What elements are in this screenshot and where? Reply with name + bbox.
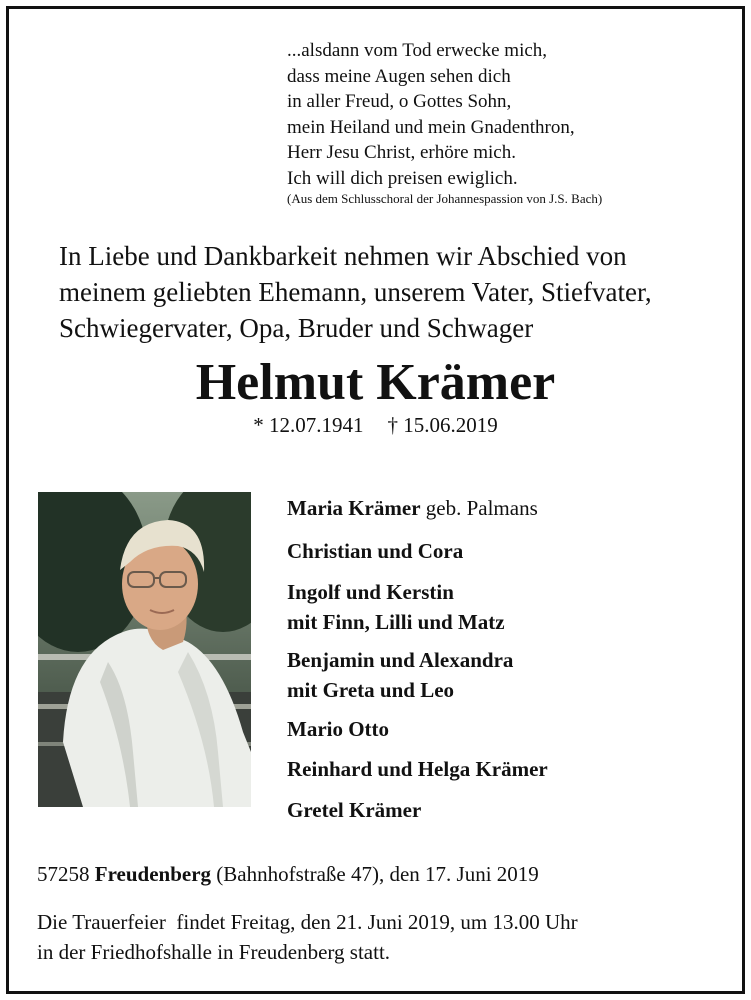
place-and-date (37, 861, 539, 887)
city: Freudenberg (94, 862, 212, 886)
farewell-line: Schwiegervater, Opa, Bruder und Schwager (59, 313, 534, 343)
mourner-line: Mario Otto (287, 717, 390, 741)
mourner-line: Ingolf und Kerstin (287, 580, 454, 604)
poem-quote (287, 38, 602, 207)
poem-line: in aller Freud, o Gottes Sohn, (287, 91, 512, 112)
poem-line: dass meine Augen sehen dich (287, 65, 511, 87)
mourner-line: mit Greta und Leo (287, 678, 455, 702)
obituary-notice (6, 6, 745, 994)
birth-date: * 12.07.1941 (253, 413, 364, 437)
spouse-entry (287, 493, 538, 523)
poem-source: (Aus dem Schlusschoral der Johannespassion von J.S. Bach) (287, 191, 603, 206)
mourner-group (287, 795, 421, 825)
farewell-text (59, 238, 652, 346)
spouse-name: Maria Krämer (287, 496, 421, 520)
mourner-line: Gretel Krämer (287, 798, 422, 822)
deceased-name: Helmut Krämer (195, 354, 556, 411)
poem-line: Ich will dich preisen ewiglich. (287, 167, 518, 189)
poem-line: ...alsdann vom Tod erwecke mich, (287, 40, 548, 61)
service-line: in der Friedhofshalle in Freudenberg statt. (37, 940, 391, 964)
mourner-group (287, 754, 548, 784)
death-date: † 15.06.2019 (387, 413, 498, 437)
postal-code: 57258 (37, 862, 95, 886)
mourner-group (287, 645, 513, 705)
mourner-line: Benjamin und Alexandra (287, 648, 514, 672)
mourner-line: mit Finn, Lilli und Matz (287, 610, 505, 634)
service-line: Die Trauerfeier findet Freitag, den 21. Juni 2019, um 13.00 Uhr (37, 910, 578, 934)
poem-line: Herr Jesu Christ, erhöre mich. (287, 142, 516, 163)
life-dates (9, 412, 742, 438)
mourner-group (287, 536, 463, 566)
spouse-maiden-name: geb. Palmans (420, 496, 538, 520)
farewell-line: meinem geliebten Ehemann, unserem Vater, Stiefvater, (59, 277, 652, 307)
address-and-date: (Bahnhofstraße 47), den 17. Juni 2019 (211, 862, 539, 886)
funeral-service-info (37, 907, 578, 967)
poem-line: mein Heiland und mein Gnadenthron, (287, 116, 575, 138)
mourner-line: Christian und Cora (287, 539, 464, 563)
portrait-photo (38, 492, 251, 807)
farewell-line: In Liebe und Dankbarkeit nehmen wir Abschied von (59, 241, 627, 271)
mourner-group (287, 714, 389, 744)
mourner-group (287, 577, 505, 637)
mourner-line: Reinhard und Helga Krämer (287, 757, 548, 781)
